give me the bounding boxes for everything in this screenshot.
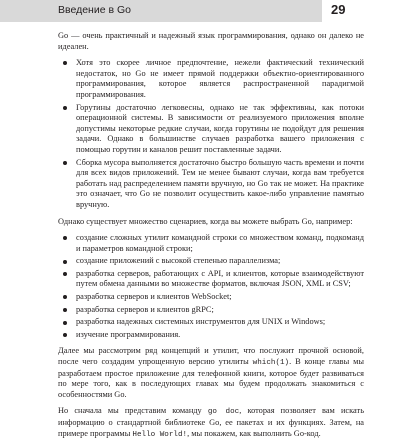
text-run: . В конце главы мы разработаем простое приложение для телефонной книги, которое будет развиваться по мере того, как в последующих главах мы будем продолжать знакомиться с особенностями Go. bbox=[58, 357, 364, 399]
scenarios-list bbox=[58, 233, 364, 340]
bullet-icon bbox=[63, 260, 67, 264]
list-item bbox=[58, 292, 364, 303]
page-number: 29 bbox=[331, 2, 346, 17]
text-run: Далее мы рассмотрим ряд концепций и утилит, что послужит прочной основой, после чего создадим упрощенную версию утилиты bbox=[58, 346, 364, 367]
text-run: , мы покажем, как выполнить Go-код. bbox=[187, 428, 321, 438]
go-doc-paragraph bbox=[58, 406, 364, 440]
list-item-text: разработка серверов и клиентов WebSocket; bbox=[76, 292, 232, 302]
inline-code: go doc bbox=[207, 408, 240, 417]
list-item bbox=[58, 330, 364, 341]
bullet-icon bbox=[63, 161, 67, 165]
bullet-icon bbox=[63, 321, 67, 325]
scenarios-intro: Однако существует множество сценариев, когда вы можете выбрать Go, например: bbox=[58, 216, 353, 226]
list-item-text: создание приложений с высокой степенью параллелизма; bbox=[76, 256, 281, 266]
text-run: Но сначала мы представим команду bbox=[58, 406, 208, 416]
inline-code: which(1) bbox=[252, 359, 290, 368]
drawbacks-list bbox=[58, 58, 364, 210]
list-item bbox=[58, 317, 364, 328]
bullet-icon bbox=[63, 295, 67, 299]
list-item-text: изучение программирования. bbox=[76, 329, 181, 339]
list-item bbox=[58, 305, 364, 316]
list-item bbox=[58, 233, 364, 254]
page-body bbox=[58, 31, 364, 446]
bullet-icon bbox=[63, 272, 67, 276]
list-item-text: создание сложных утилит командной строки со множеством команд, подкоманд и параметров командной строки; bbox=[76, 233, 364, 253]
list-item-text: Горутины достаточно легковесны, однако не так эффективны, как потоки операционной системы. В зависимости от реализуемого приложения вполне допустимы некоторые редкие случаи, когда горутины не подойдут для решения задачи. Однако в большинстве случаев разработка вашего приложения с помощью горутин и каналов решит поставленные задачи. bbox=[76, 102, 364, 154]
bullet-icon bbox=[63, 236, 67, 240]
list-item bbox=[58, 158, 364, 211]
bullet-icon bbox=[63, 308, 67, 312]
intro-paragraph: Go — очень практичный и надежный язык программирования, однако он далеко не идеален. bbox=[58, 31, 364, 51]
bullet-icon bbox=[63, 333, 67, 337]
list-item-text: разработка серверов, работающих с API, и клиентов, которые взаимодействуют путем обмена данными во множестве форматов, включая JSON, XML и CSV; bbox=[76, 268, 364, 289]
bullet-icon bbox=[63, 106, 67, 110]
header-bar bbox=[0, 0, 322, 22]
list-item-text: Сборка мусора выполняется достаточно быстро большую часть времени и почти для всех видов приложений. Тем не менее бывают случаи, когда вам требуется работать над распределением памяти вручную, но Go так не может. На практике это означает, что Go не позволит осуществить какое-либо управление памятью вручную. bbox=[76, 157, 365, 209]
list-item bbox=[58, 58, 364, 100]
list-item-text: Хотя это скорее личное предпочтение, нежели фактический технический недостаток, но Go не имеет прямой поддержки объектно-ориентированного программирования, которое является распространенной парадигмой программирования. bbox=[76, 58, 364, 99]
list-item bbox=[58, 256, 364, 267]
list-item-text: разработка надежных системных инструментов для UNIX и Windows; bbox=[76, 317, 326, 327]
page-header bbox=[0, 0, 420, 22]
list-item-text: разработка серверов и клиентов gRPC; bbox=[76, 304, 214, 314]
list-item bbox=[58, 269, 364, 290]
next-steps-paragraph bbox=[58, 346, 364, 400]
text-run: , которая позволяет вам искать информацию о стандартной библиотеке Go, ее пакетах и их функциях. Затем, на примере программы bbox=[58, 406, 364, 438]
list-item bbox=[58, 103, 364, 156]
inline-code: Hello World! bbox=[132, 430, 188, 439]
bullet-icon bbox=[63, 61, 67, 65]
running-title: Введение в Go bbox=[58, 4, 131, 16]
